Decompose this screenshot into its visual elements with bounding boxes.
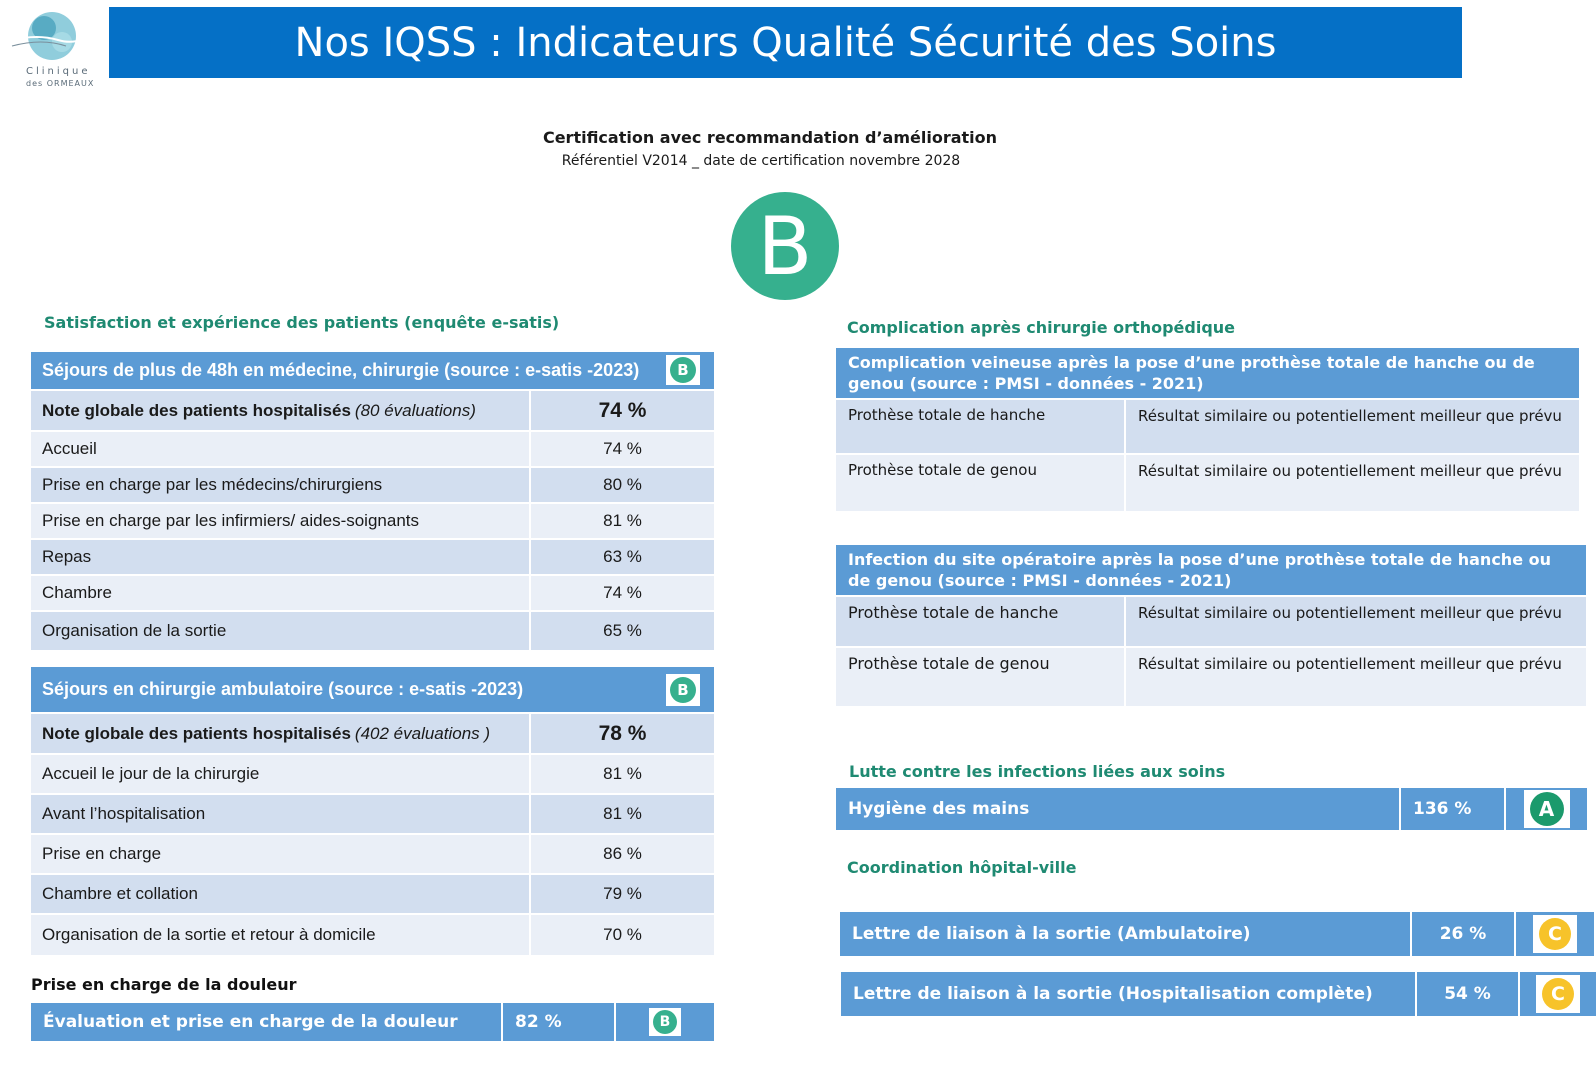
- table-header: Infection du site opératoire après la pose d’une prothèse totale de hanche ou de genou (source : PMSI - données - 2021): [836, 545, 1586, 595]
- logo-line1: Clinique: [26, 66, 91, 77]
- global-score-row: [31, 712, 714, 753]
- row-value: Résultat similaire ou potentiellement meilleur que prévu: [1126, 597, 1586, 646]
- grade-badge: B: [653, 1010, 677, 1034]
- table-row: [836, 398, 1579, 453]
- table-row: [31, 753, 714, 793]
- hygiene-bar: [836, 788, 1587, 830]
- hygiene-label: Hygiène des mains: [836, 788, 1401, 830]
- row-value: 74 %: [529, 432, 714, 466]
- row-label: Prothèse totale de hanche: [836, 400, 1126, 453]
- ortho-table-veineuse: [836, 348, 1579, 511]
- ortho-table-infection: [836, 545, 1586, 706]
- coordination-section-title: Coordination hôpital-ville: [847, 858, 1077, 877]
- row-value: 65 %: [529, 612, 714, 650]
- table-row: [31, 873, 714, 913]
- table-row: [31, 913, 714, 955]
- douleur-value: 82 %: [503, 1003, 616, 1041]
- row-label: [31, 391, 529, 430]
- logo-mark-icon: [8, 6, 98, 66]
- grade-badge: C: [1539, 918, 1571, 950]
- grade-badge: A: [1530, 792, 1564, 826]
- table-row: [31, 538, 714, 574]
- grade-box: [649, 1008, 681, 1036]
- row-label: Chambre et collation: [31, 875, 529, 913]
- douleur-section-title: Prise en charge de la douleur: [31, 975, 297, 994]
- table-row: [31, 793, 714, 833]
- row-value: 80 %: [529, 468, 714, 502]
- row-label: Prothèse totale de hanche: [836, 597, 1126, 646]
- row-label: Prothèse totale de genou: [836, 455, 1126, 511]
- global-label: Note globale des patients hospitalisés: [42, 723, 351, 743]
- row-label: Organisation de la sortie et retour à domicile: [31, 915, 529, 955]
- table-row: [31, 466, 714, 502]
- grade-box: [666, 355, 700, 385]
- row-value: 74 %: [529, 576, 714, 610]
- row-value: 74 %: [529, 391, 714, 430]
- lettre-label: Lettre de liaison à la sortie (Ambulatoire): [840, 912, 1412, 956]
- lettre-grade-cell: [1516, 912, 1594, 956]
- row-label: [31, 714, 529, 753]
- grade-badge: B: [670, 357, 696, 383]
- row-value: 70 %: [529, 915, 714, 955]
- certification-grade-badge: B: [731, 192, 839, 300]
- table-header: [31, 352, 714, 389]
- lettre-ambulatoire-bar: [840, 912, 1594, 956]
- row-value: 81 %: [529, 755, 714, 793]
- table-row: [31, 610, 714, 650]
- row-label: Prothèse totale de genou: [836, 648, 1126, 706]
- table-row: [836, 646, 1586, 706]
- row-label: Accueil le jour de la chirurgie: [31, 755, 529, 793]
- table-header-label: Séjours en chirurgie ambulatoire (source : e-satis -2023): [42, 679, 524, 699]
- douleur-bar: [31, 1003, 714, 1041]
- table-row: [836, 453, 1579, 511]
- ortho-section-title: Complication après chirurgie orthopédique: [847, 318, 1236, 337]
- grade-box: [1533, 915, 1577, 953]
- row-label: Organisation de la sortie: [31, 612, 529, 650]
- grade-box: [1524, 790, 1570, 828]
- lettre-grade-cell: [1520, 972, 1596, 1016]
- table-header-label: Séjours de plus de 48h en médecine, chirurgie (source : e-satis -2023): [42, 360, 640, 380]
- row-label: Prise en charge par les infirmiers/ aides-soignants: [31, 504, 529, 538]
- douleur-label: Évaluation et prise en charge de la douleur: [31, 1003, 503, 1041]
- row-value: 63 %: [529, 540, 714, 574]
- row-value: 79 %: [529, 875, 714, 913]
- header-banner: [109, 7, 1462, 78]
- douleur-grade-cell: [616, 1003, 714, 1041]
- certification-title: Certification avec recommandation d’amélioration: [542, 128, 998, 147]
- row-label: Prise en charge: [31, 835, 529, 873]
- row-value: 86 %: [529, 835, 714, 873]
- row-value: 81 %: [529, 504, 714, 538]
- table-row: [31, 833, 714, 873]
- global-label: Note globale des patients hospitalisés: [42, 400, 351, 420]
- page-title: Nos IQSS : Indicateurs Qualité Sécurité des Soins: [294, 19, 1277, 66]
- row-value: Résultat similaire ou potentiellement meilleur que prévu: [1126, 648, 1586, 706]
- row-value: 78 %: [529, 714, 714, 753]
- lettre-label: Lettre de liaison à la sortie (Hospitalisation complète): [841, 972, 1417, 1016]
- grade-badge: B: [670, 677, 696, 703]
- table-header: Complication veineuse après la pose d’une prothèse totale de hanche ou de genou (source : PMSI - données - 2021): [836, 348, 1579, 398]
- row-value: 81 %: [529, 795, 714, 833]
- evaluation-count: (402 évaluations ): [354, 723, 491, 743]
- lettre-value: 54 %: [1417, 972, 1520, 1016]
- hygiene-grade-cell: [1506, 788, 1587, 830]
- satisfaction-table-48h: [31, 352, 714, 650]
- table-row: [31, 502, 714, 538]
- row-label: Prise en charge par les médecins/chirurgiens: [31, 468, 529, 502]
- grade-box: [1536, 975, 1580, 1013]
- certification-subtitle: Référentiel V2014 _ date de certification novembre 2028: [561, 153, 961, 169]
- table-row: [31, 574, 714, 610]
- row-label: Accueil: [31, 432, 529, 466]
- row-value: Résultat similaire ou potentiellement meilleur que prévu: [1126, 400, 1579, 453]
- evaluation-count: (80 évaluations): [354, 400, 476, 420]
- satisfaction-table-ambulatoire: [31, 667, 714, 955]
- logo-line2: des ORMEAUX: [26, 79, 95, 88]
- row-label: Chambre: [31, 576, 529, 610]
- satisfaction-section-title: Satisfaction et expérience des patients (enquête e-satis): [44, 313, 560, 332]
- infections-section-title: Lutte contre les infections liées aux soins: [849, 762, 1226, 781]
- table-row: [31, 430, 714, 466]
- grade-badge: C: [1542, 978, 1574, 1010]
- row-label: Avant l’hospitalisation: [31, 795, 529, 833]
- row-value: Résultat similaire ou potentiellement meilleur que prévu: [1126, 455, 1579, 511]
- hygiene-value: 136 %: [1401, 788, 1506, 830]
- table-row: [836, 595, 1586, 646]
- global-score-row: [31, 389, 714, 430]
- lettre-hospitalisation-bar: [841, 972, 1596, 1016]
- clinic-logo: [8, 6, 98, 90]
- row-label: Repas: [31, 540, 529, 574]
- grade-box: [666, 674, 700, 706]
- table-header: [31, 667, 714, 712]
- lettre-value: 26 %: [1412, 912, 1516, 956]
